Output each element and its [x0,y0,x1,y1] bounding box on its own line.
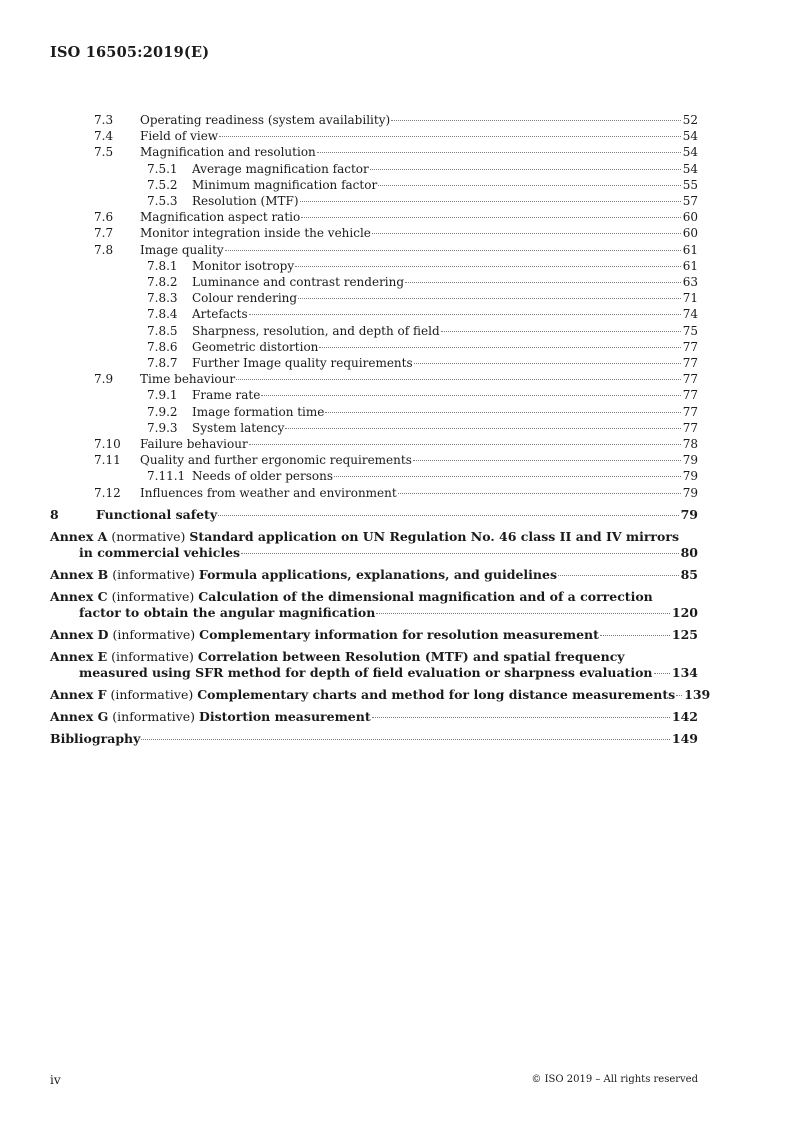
dot-leader [654,673,670,674]
toc-entry-page: 79 [682,485,698,500]
dot-leader [600,635,670,636]
toc-entry[interactable] [50,323,698,339]
toc-entry-title: Magnification aspect ratio [140,210,301,225]
toc-entry-number: 7.5 [94,145,114,160]
toc-entry[interactable] [50,128,698,144]
toc-entry-title: Failure behaviour [140,437,248,452]
toc-entry-page: 55 [682,177,698,192]
toc-entry-page: 125 [671,627,698,643]
toc-entry-page: 80 [680,545,698,561]
annex-title-continued: in commercial vehicles [79,545,241,561]
annex-title: Correlation between Resolution (MTF) and spatial frequency [197,649,625,665]
toc-entry-title: Bibliography [50,731,141,747]
toc-entry[interactable] [50,355,698,371]
toc-entry-number: 7.3 [94,113,114,127]
dot-leader [319,347,680,348]
toc-entry-number: 7.9.3 [147,420,178,435]
toc-entry-page: 71 [682,291,698,306]
toc-entry-number: 7.8.4 [147,307,178,322]
toc-entry-number: 7.8.3 [147,291,178,306]
toc-entry-page: 77 [682,420,698,435]
dot-leader [558,575,679,576]
toc-entry-number: 8 [50,506,59,522]
toc-entry-number: 7.8.2 [147,275,178,290]
toc-entry-number: 7.7 [94,226,114,241]
toc-entry-number: 7.9.1 [147,388,178,403]
annex-title-continued: measured using SFR method for depth of field evaluation or sharpness evaluation [79,665,653,681]
toc-entry-title: Monitor isotropy [192,258,295,273]
dot-leader [300,201,681,202]
toc-entry-page: 61 [682,242,698,257]
toc-entry-annex[interactable] [50,567,698,583]
toc-entry-title: Sharpness, resolution, and depth of field [192,323,440,338]
toc-entry-title: Further Image quality requirements [192,356,413,371]
toc-entry-title: Resolution (MTF) [192,194,299,209]
dot-leader [398,493,681,494]
annex-type: (informative) [112,567,195,583]
toc-entry[interactable] [50,193,698,209]
dot-leader [317,152,681,153]
dot-leader [225,250,681,251]
dot-leader [372,233,681,234]
dot-leader [285,428,680,429]
toc-entry-page: 63 [682,275,698,290]
toc-entry[interactable] [50,112,698,128]
toc-entry-number: 7.9.2 [147,404,178,419]
dot-leader [218,515,679,516]
toc-entry-page: 77 [682,339,698,354]
dot-leader [391,120,681,121]
toc-entry-title: Influences from weather and environment [140,485,397,500]
toc-entry-annex[interactable] [50,649,698,681]
toc-entry-title: Needs of older persons [192,469,334,484]
dot-leader [236,379,681,380]
dot-leader [298,298,681,299]
annex-type: (informative) [110,687,194,703]
annex-label: Annex F [50,687,107,703]
dot-leader [261,395,680,396]
annex-label: Annex A [50,529,108,545]
toc-entry[interactable] [50,242,698,258]
dot-leader [325,412,680,413]
toc-entry-number: 7.5.1 [147,161,178,176]
toc-entry-page: 77 [682,372,698,387]
toc-entry-number: 7.9 [94,372,114,387]
annex-title-continued: factor to obtain the angular magnification [79,605,376,621]
toc-entry-title: Quality and further ergonomic requirements [140,453,412,468]
dot-leader [376,613,670,614]
annex-type: (informative) [112,709,196,725]
toc-entry-title: Field of view [140,129,219,144]
annex-title: Standard application on UN Regulation No. 46 class II and IV mirrors [189,529,679,545]
toc-entry-page: 52 [682,113,698,127]
toc-entry-number: 7.4 [94,129,114,144]
toc-entry-page: 54 [682,129,698,144]
toc-entry-title: Minimum magnification factor [192,177,378,192]
toc-entry-title: Monitor integration inside the vehicle [140,226,371,241]
toc-entry-annex[interactable] [50,709,698,725]
annex-title: Complementary information for resolution measurement [199,627,599,643]
toc-entry[interactable] [50,161,698,177]
annex-type: (normative) [111,529,186,545]
annex-label: Annex G [50,709,109,725]
toc-entry-page: 77 [682,404,698,419]
toc-entry-page: 79 [682,453,698,468]
toc-entry-number: 7.8.6 [147,339,178,354]
toc-entry-number: 7.8 [94,242,114,257]
toc-entry-page: 75 [682,323,698,338]
toc-entry-chapter-8[interactable] [50,507,698,523]
toc-entry-number: 7.10 [94,437,121,452]
toc-entry-page: 134 [671,665,698,681]
toc-entry-annex[interactable] [50,627,698,643]
dot-leader [301,217,680,218]
toc-entry-page: 60 [682,226,698,241]
toc-entry-title: System latency [192,420,285,435]
dot-leader [334,476,681,477]
toc-entry-page: 54 [682,145,698,160]
dot-leader [405,282,681,283]
toc-entry-number: 7.5.2 [147,177,178,192]
toc-entry[interactable] [50,144,698,160]
dot-leader [414,363,681,364]
toc-entry[interactable] [50,420,698,436]
toc-entry-title: Image quality [140,242,224,257]
toc-entry-number: 7.8.7 [147,356,178,371]
toc-entry-title: Geometric distortion [192,339,319,354]
annex-type: (informative) [112,627,196,643]
dot-leader [372,717,670,718]
annex-label: Annex B [50,567,109,583]
dot-leader [249,444,681,445]
toc-entry-page: 79 [680,506,698,522]
dot-leader [241,553,679,554]
toc-entry-page: 61 [682,258,698,273]
toc-entry-title: Functional safety [96,506,218,522]
annex-title: Formula applications, explanations, and guidelines [198,567,557,583]
dot-leader [378,185,681,186]
toc-entry-title: Time behaviour [140,372,236,387]
copyright-notice: © ISO 2019 – All rights reserved [531,1074,698,1085]
toc-entry[interactable] [50,468,698,484]
annex-label: Annex E [50,649,108,665]
dot-leader [219,136,681,137]
toc-entry-bibliography[interactable] [50,731,698,747]
toc-entry-title: Colour rendering [192,291,298,306]
toc-entry-title: Luminance and contrast rendering [192,275,405,290]
toc-entry[interactable] [50,387,698,403]
document-id: ISO 16505:2019(E) [50,44,210,61]
toc-entry-page: 74 [682,307,698,322]
toc-entry-page: 149 [671,731,698,747]
toc-entry-number: 7.11 [94,453,121,468]
toc-entry[interactable] [50,452,698,468]
toc-entry-title: Operating readiness (system availability) [140,113,391,127]
toc-entry-page: 77 [682,388,698,403]
toc-entry-annex[interactable] [50,529,698,561]
toc-entry[interactable] [50,209,698,225]
toc-entry-title: Artefacts [192,307,248,322]
dot-leader [141,739,670,740]
annex-label: Annex D [50,627,109,643]
toc-entry-title: Magnification and resolution [140,145,316,160]
annex-type: (informative) [111,649,194,665]
page-number: iv [50,1073,61,1087]
toc-entry[interactable] [50,274,698,290]
dot-leader [413,460,681,461]
toc-entry-page: 77 [682,356,698,371]
toc-entry[interactable] [50,404,698,420]
toc-entry-number: 7.12 [94,485,121,500]
toc-entry[interactable] [50,485,698,501]
dot-leader [676,695,682,696]
dot-leader [370,169,681,170]
toc-entry[interactable] [50,371,698,387]
toc-entry-title: Average magnification factor [192,161,369,176]
toc-entry-page: 54 [682,161,698,176]
toc-entry-page: 79 [682,469,698,484]
toc-entry-annex[interactable] [50,589,698,621]
toc-entry[interactable] [50,436,698,452]
toc-entry[interactable] [50,290,698,306]
toc-entry-number: 7.8.1 [147,258,178,273]
dot-leader [295,266,681,267]
toc-entry-annex[interactable] [50,687,711,703]
toc-entry-page: 142 [671,709,698,725]
toc-entry[interactable] [50,225,698,241]
toc-entry-page: 57 [682,194,698,209]
toc-entry-page: 78 [682,437,698,452]
annex-label: Annex C [50,589,108,605]
toc-entry-number: 7.6 [94,210,114,225]
toc-entry-number: 7.8.5 [147,323,178,338]
annex-title: Distortion measurement [199,709,371,725]
toc-entry[interactable] [50,177,698,193]
toc-entry-page: 85 [680,567,698,583]
toc-entry[interactable] [50,339,698,355]
annex-type: (informative) [111,589,195,605]
toc-entry-page: 139 [684,687,711,703]
dot-leader [441,331,681,332]
toc-entry-title: Frame rate [192,388,261,403]
toc-entry[interactable] [50,258,698,274]
toc-entry-title: Image formation time [192,404,325,419]
toc-entry[interactable] [50,306,698,322]
toc-entry-page: 60 [682,210,698,225]
toc-entry-number: 7.11.1 [147,469,186,484]
toc-entry-number: 7.5.3 [147,194,178,209]
table-of-contents [50,112,711,747]
toc-entry-page: 120 [671,605,698,621]
dot-leader [249,314,681,315]
annex-title: Calculation of the dimensional magnification and of a correction [198,589,653,605]
annex-title: Complementary charts and method for long distance measurements [197,687,676,703]
